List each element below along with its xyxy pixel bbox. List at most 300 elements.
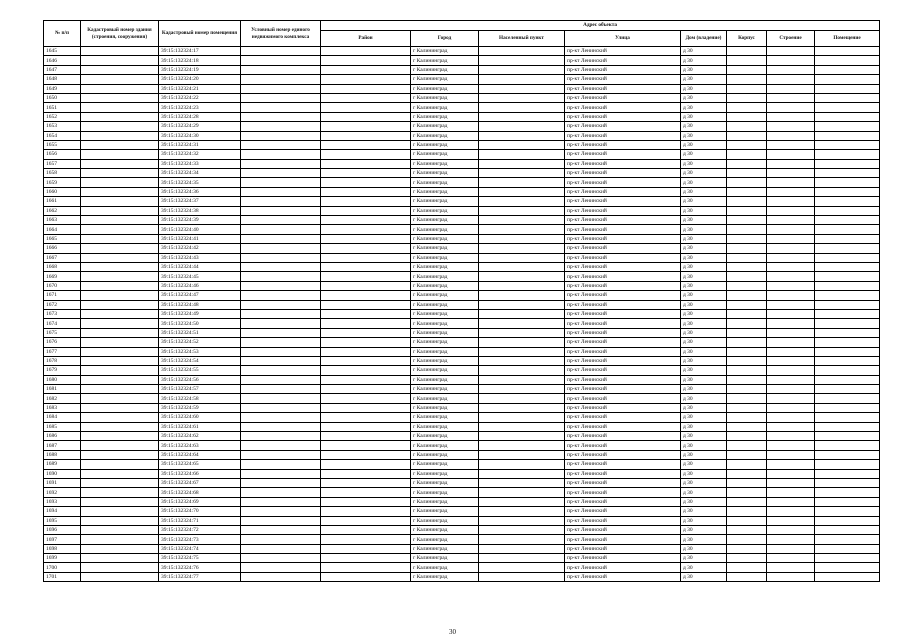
cell-district <box>321 65 411 74</box>
cell-building <box>767 84 815 93</box>
cell-district <box>321 535 411 544</box>
cell-cad-building <box>81 140 159 149</box>
cell-settlement <box>479 159 565 168</box>
cell-city: г Калининград <box>411 56 479 65</box>
cell-settlement <box>479 150 565 159</box>
cell-street: пр-кт Ленинский <box>565 281 681 290</box>
cell-cad-building <box>81 516 159 525</box>
cell-cad-building <box>81 366 159 375</box>
cell-district <box>321 253 411 262</box>
cell-complex <box>241 75 321 84</box>
table-row <box>44 272 880 281</box>
cell-room <box>815 441 880 450</box>
cell-settlement <box>479 460 565 469</box>
cell-complex <box>241 554 321 563</box>
header-city: Город <box>411 31 479 47</box>
cell-building <box>767 319 815 328</box>
cell-city: г Калининград <box>411 216 479 225</box>
cell-district <box>321 385 411 394</box>
cell-room <box>815 216 880 225</box>
cell-korpus <box>727 103 767 112</box>
cell-street: пр-кт Ленинский <box>565 309 681 318</box>
cell-complex <box>241 187 321 196</box>
table-row <box>44 319 880 328</box>
table-row <box>44 507 880 516</box>
cell-house: д 30 <box>681 65 727 74</box>
table-row <box>44 159 880 168</box>
cell-num: 1645 <box>44 47 81 56</box>
cell-house: д 30 <box>681 319 727 328</box>
cell-street: пр-кт Ленинский <box>565 56 681 65</box>
cell-korpus <box>727 65 767 74</box>
cell-street: пр-кт Ленинский <box>565 225 681 234</box>
cell-street: пр-кт Ленинский <box>565 291 681 300</box>
cell-cad-room: 39:15:132324:40 <box>159 225 241 234</box>
cell-cad-room: 39:15:132324:36 <box>159 187 241 196</box>
cell-district <box>321 366 411 375</box>
cell-district <box>321 572 411 581</box>
cell-city: г Калининград <box>411 432 479 441</box>
cell-city: г Калининград <box>411 544 479 553</box>
cell-street: пр-кт Ленинский <box>565 544 681 553</box>
cell-cad-room: 39:15:132324:77 <box>159 572 241 581</box>
cell-cad-room: 39:15:132324:59 <box>159 403 241 412</box>
cell-cad-room: 39:15:132324:48 <box>159 300 241 309</box>
cell-city: г Калининград <box>411 328 479 337</box>
cell-cad-room: 39:15:132324:28 <box>159 112 241 121</box>
cell-building <box>767 460 815 469</box>
cell-room <box>815 535 880 544</box>
cell-house: д 30 <box>681 253 727 262</box>
cell-complex <box>241 262 321 271</box>
cell-korpus <box>727 225 767 234</box>
cell-cad-room: 39:15:132324:35 <box>159 178 241 187</box>
cell-building <box>767 544 815 553</box>
cell-cad-building <box>81 347 159 356</box>
cell-cad-room: 39:15:132324:55 <box>159 366 241 375</box>
table-row <box>44 469 880 478</box>
cell-settlement <box>479 122 565 131</box>
cell-korpus <box>727 413 767 422</box>
cell-district <box>321 450 411 459</box>
cell-num: 1660 <box>44 187 81 196</box>
cell-korpus <box>727 385 767 394</box>
cell-building <box>767 563 815 572</box>
cell-room <box>815 478 880 487</box>
cell-settlement <box>479 187 565 196</box>
cell-cad-room: 39:15:132324:33 <box>159 159 241 168</box>
cell-complex <box>241 535 321 544</box>
cell-room <box>815 150 880 159</box>
cell-cad-room: 39:15:132324:21 <box>159 84 241 93</box>
cell-building <box>767 234 815 243</box>
table-row <box>44 122 880 131</box>
cell-street: пр-кт Ленинский <box>565 159 681 168</box>
cell-district <box>321 272 411 281</box>
cell-street: пр-кт Ленинский <box>565 460 681 469</box>
cell-korpus <box>727 460 767 469</box>
cell-room <box>815 328 880 337</box>
cell-street: пр-кт Ленинский <box>565 469 681 478</box>
cell-cad-building <box>81 338 159 347</box>
cell-complex <box>241 216 321 225</box>
cell-settlement <box>479 394 565 403</box>
header-building: Строение <box>767 31 815 47</box>
cell-korpus <box>727 319 767 328</box>
cell-korpus <box>727 554 767 563</box>
cell-house: д 30 <box>681 422 727 431</box>
cell-complex <box>241 450 321 459</box>
cell-cad-building <box>81 272 159 281</box>
cell-cad-room: 39:15:132324:57 <box>159 385 241 394</box>
cell-house: д 30 <box>681 347 727 356</box>
cell-building <box>767 75 815 84</box>
cell-complex <box>241 150 321 159</box>
cell-building <box>767 244 815 253</box>
table-row <box>44 169 880 178</box>
cell-building <box>767 488 815 497</box>
cell-district <box>321 112 411 121</box>
cell-cad-building <box>81 187 159 196</box>
cell-num: 1671 <box>44 291 81 300</box>
cell-settlement <box>479 112 565 121</box>
cell-korpus <box>727 131 767 140</box>
cell-city: г Калининград <box>411 488 479 497</box>
cell-street: пр-кт Ленинский <box>565 187 681 196</box>
cell-num: 1652 <box>44 112 81 121</box>
cell-city: г Калининград <box>411 422 479 431</box>
cell-cad-building <box>81 112 159 121</box>
cell-num: 1687 <box>44 441 81 450</box>
cell-korpus <box>727 450 767 459</box>
cell-building <box>767 47 815 56</box>
cell-num: 1689 <box>44 460 81 469</box>
cell-house: д 30 <box>681 206 727 215</box>
cell-house: д 30 <box>681 375 727 384</box>
cell-korpus <box>727 309 767 318</box>
cell-room <box>815 488 880 497</box>
cell-house: д 30 <box>681 450 727 459</box>
cell-korpus <box>727 234 767 243</box>
cell-street: пр-кт Ленинский <box>565 75 681 84</box>
cell-cad-building <box>81 319 159 328</box>
cell-complex <box>241 197 321 206</box>
table-row <box>44 544 880 553</box>
cell-room <box>815 272 880 281</box>
cell-building <box>767 525 815 534</box>
cell-district <box>321 497 411 506</box>
cell-city: г Калининград <box>411 65 479 74</box>
header-settlement: Населенный пункт <box>479 31 565 47</box>
cell-house: д 30 <box>681 563 727 572</box>
cell-settlement <box>479 544 565 553</box>
cell-complex <box>241 432 321 441</box>
cell-house: д 30 <box>681 535 727 544</box>
cell-district <box>321 103 411 112</box>
cell-building <box>767 535 815 544</box>
table-row <box>44 488 880 497</box>
cell-room <box>815 403 880 412</box>
cell-num: 1697 <box>44 535 81 544</box>
cell-district <box>321 507 411 516</box>
cell-num: 1691 <box>44 478 81 487</box>
cell-room <box>815 385 880 394</box>
cell-complex <box>241 131 321 140</box>
cell-building <box>767 225 815 234</box>
cell-city: г Калининград <box>411 563 479 572</box>
cell-complex <box>241 347 321 356</box>
cell-building <box>767 112 815 121</box>
cell-complex <box>241 403 321 412</box>
cell-house: д 30 <box>681 366 727 375</box>
cell-room <box>815 422 880 431</box>
cell-settlement <box>479 169 565 178</box>
cell-complex <box>241 469 321 478</box>
cell-cad-room: 39:15:132324:63 <box>159 441 241 450</box>
cell-room <box>815 319 880 328</box>
cell-building <box>767 300 815 309</box>
cell-cad-building <box>81 413 159 422</box>
cell-korpus <box>727 178 767 187</box>
header-cad-room: Кадастровый номер помещения <box>159 21 241 47</box>
cell-building <box>767 497 815 506</box>
cell-cad-room: 39:15:132324:52 <box>159 338 241 347</box>
cell-building <box>767 366 815 375</box>
cell-korpus <box>727 422 767 431</box>
cell-district <box>321 262 411 271</box>
cell-city: г Калининград <box>411 441 479 450</box>
table-row <box>44 432 880 441</box>
cell-complex <box>241 112 321 121</box>
cell-building <box>767 150 815 159</box>
cell-room <box>815 65 880 74</box>
cell-district <box>321 281 411 290</box>
cell-complex <box>241 328 321 337</box>
cell-complex <box>241 225 321 234</box>
table-row <box>44 497 880 506</box>
cell-room <box>815 56 880 65</box>
cell-room <box>815 432 880 441</box>
cell-house: д 30 <box>681 460 727 469</box>
cell-street: пр-кт Ленинский <box>565 497 681 506</box>
table-row <box>44 262 880 271</box>
cell-complex <box>241 291 321 300</box>
cell-city: г Калининград <box>411 366 479 375</box>
cell-street: пр-кт Ленинский <box>565 525 681 534</box>
cell-street: пр-кт Ленинский <box>565 554 681 563</box>
cell-street: пр-кт Ленинский <box>565 563 681 572</box>
cell-street: пр-кт Ленинский <box>565 507 681 516</box>
cell-city: г Калининград <box>411 497 479 506</box>
cell-district <box>321 234 411 243</box>
cell-cad-building <box>81 281 159 290</box>
cell-building <box>767 122 815 131</box>
cell-street: пр-кт Ленинский <box>565 375 681 384</box>
cell-settlement <box>479 244 565 253</box>
cell-room <box>815 563 880 572</box>
cell-house: д 30 <box>681 75 727 84</box>
cell-city: г Калининград <box>411 385 479 394</box>
cell-street: пр-кт Ленинский <box>565 65 681 74</box>
cell-settlement <box>479 450 565 459</box>
cell-city: г Калининград <box>411 197 479 206</box>
cell-complex <box>241 356 321 365</box>
cell-house: д 30 <box>681 47 727 56</box>
cell-complex <box>241 338 321 347</box>
cell-cad-room: 39:15:132324:60 <box>159 413 241 422</box>
table-row <box>44 206 880 215</box>
cell-city: г Калининград <box>411 356 479 365</box>
cell-district <box>321 206 411 215</box>
cell-city: г Калининград <box>411 375 479 384</box>
cell-street: пр-кт Ленинский <box>565 216 681 225</box>
cell-house: д 30 <box>681 309 727 318</box>
cell-cad-room: 39:15:132324:22 <box>159 93 241 102</box>
cell-settlement <box>479 328 565 337</box>
cell-city: г Калининград <box>411 150 479 159</box>
cell-complex <box>241 516 321 525</box>
cell-district <box>321 197 411 206</box>
cell-korpus <box>727 535 767 544</box>
cell-num: 1693 <box>44 497 81 506</box>
cell-num: 1677 <box>44 347 81 356</box>
cell-district <box>321 478 411 487</box>
table-row <box>44 422 880 431</box>
table-row <box>44 234 880 243</box>
cell-cad-room: 39:15:132324:67 <box>159 478 241 487</box>
cell-house: д 30 <box>681 338 727 347</box>
cell-cad-room: 39:15:132324:30 <box>159 131 241 140</box>
cell-cad-room: 39:15:132324:74 <box>159 544 241 553</box>
cell-district <box>321 169 411 178</box>
cell-building <box>767 516 815 525</box>
cell-city: г Калининград <box>411 554 479 563</box>
cell-street: пр-кт Ленинский <box>565 234 681 243</box>
cell-district <box>321 93 411 102</box>
cell-korpus <box>727 366 767 375</box>
cell-korpus <box>727 338 767 347</box>
cell-num: 1686 <box>44 432 81 441</box>
cell-cad-room: 39:15:132324:43 <box>159 253 241 262</box>
cell-cad-building <box>81 563 159 572</box>
cell-district <box>321 47 411 56</box>
cell-street: пр-кт Ленинский <box>565 572 681 581</box>
cell-room <box>815 525 880 534</box>
cell-num: 1672 <box>44 300 81 309</box>
cell-korpus <box>727 56 767 65</box>
cell-house: д 30 <box>681 441 727 450</box>
table-row <box>44 572 880 581</box>
cell-city: г Калининград <box>411 347 479 356</box>
cell-num: 1688 <box>44 450 81 459</box>
cell-room <box>815 262 880 271</box>
cell-korpus <box>727 281 767 290</box>
cell-house: д 30 <box>681 356 727 365</box>
cell-settlement <box>479 309 565 318</box>
cell-num: 1653 <box>44 122 81 131</box>
cell-district <box>321 554 411 563</box>
cell-city: г Калининград <box>411 75 479 84</box>
cell-korpus <box>727 93 767 102</box>
cell-num: 1692 <box>44 488 81 497</box>
cell-city: г Калининград <box>411 140 479 149</box>
header-house: Дом (владение) <box>681 31 727 47</box>
cell-complex <box>241 140 321 149</box>
cell-house: д 30 <box>681 84 727 93</box>
cell-district <box>321 319 411 328</box>
cell-settlement <box>479 422 565 431</box>
cell-building <box>767 262 815 271</box>
cell-house: д 30 <box>681 169 727 178</box>
cell-settlement <box>479 366 565 375</box>
cell-complex <box>241 84 321 93</box>
cell-room <box>815 169 880 178</box>
cell-room <box>815 84 880 93</box>
cell-cad-building <box>81 544 159 553</box>
cell-settlement <box>479 525 565 534</box>
cell-street: пр-кт Ленинский <box>565 347 681 356</box>
cell-cad-room: 39:15:132324:44 <box>159 262 241 271</box>
cell-house: д 30 <box>681 140 727 149</box>
cell-city: г Калининград <box>411 159 479 168</box>
cell-city: г Калининград <box>411 112 479 121</box>
table-row <box>44 56 880 65</box>
cell-korpus <box>727 122 767 131</box>
cell-korpus <box>727 47 767 56</box>
cell-cad-room: 39:15:132324:18 <box>159 56 241 65</box>
cell-city: г Калининград <box>411 122 479 131</box>
cell-cad-room: 39:15:132324:56 <box>159 375 241 384</box>
cell-street: пр-кт Ленинский <box>565 300 681 309</box>
cell-city: г Калининград <box>411 572 479 581</box>
header-room: Помещение <box>815 31 880 47</box>
cell-settlement <box>479 262 565 271</box>
cell-cad-building <box>81 103 159 112</box>
cell-settlement <box>479 554 565 563</box>
cell-district <box>321 375 411 384</box>
cell-complex <box>241 375 321 384</box>
cell-building <box>767 206 815 215</box>
cell-house: д 30 <box>681 554 727 563</box>
cell-city: г Калининград <box>411 187 479 196</box>
cell-building <box>767 216 815 225</box>
cell-num: 1648 <box>44 75 81 84</box>
cell-room <box>815 347 880 356</box>
cell-settlement <box>479 403 565 412</box>
table-row <box>44 281 880 290</box>
cell-district <box>321 469 411 478</box>
cell-city: г Калининград <box>411 507 479 516</box>
table-row <box>44 103 880 112</box>
cell-korpus <box>727 441 767 450</box>
cell-building <box>767 394 815 403</box>
cell-cad-room: 39:15:132324:51 <box>159 328 241 337</box>
cell-city: г Калининград <box>411 535 479 544</box>
cell-cad-room: 39:15:132324:39 <box>159 216 241 225</box>
cell-house: д 30 <box>681 507 727 516</box>
cell-district <box>321 244 411 253</box>
cell-num: 1699 <box>44 554 81 563</box>
cell-city: г Калининград <box>411 469 479 478</box>
cell-cad-building <box>81 225 159 234</box>
cell-num: 1667 <box>44 253 81 262</box>
cell-settlement <box>479 56 565 65</box>
cell-complex <box>241 422 321 431</box>
cell-street: пр-кт Ленинский <box>565 450 681 459</box>
cell-cad-room: 39:15:132324:70 <box>159 507 241 516</box>
cell-num: 1681 <box>44 385 81 394</box>
cell-street: пр-кт Ленинский <box>565 338 681 347</box>
